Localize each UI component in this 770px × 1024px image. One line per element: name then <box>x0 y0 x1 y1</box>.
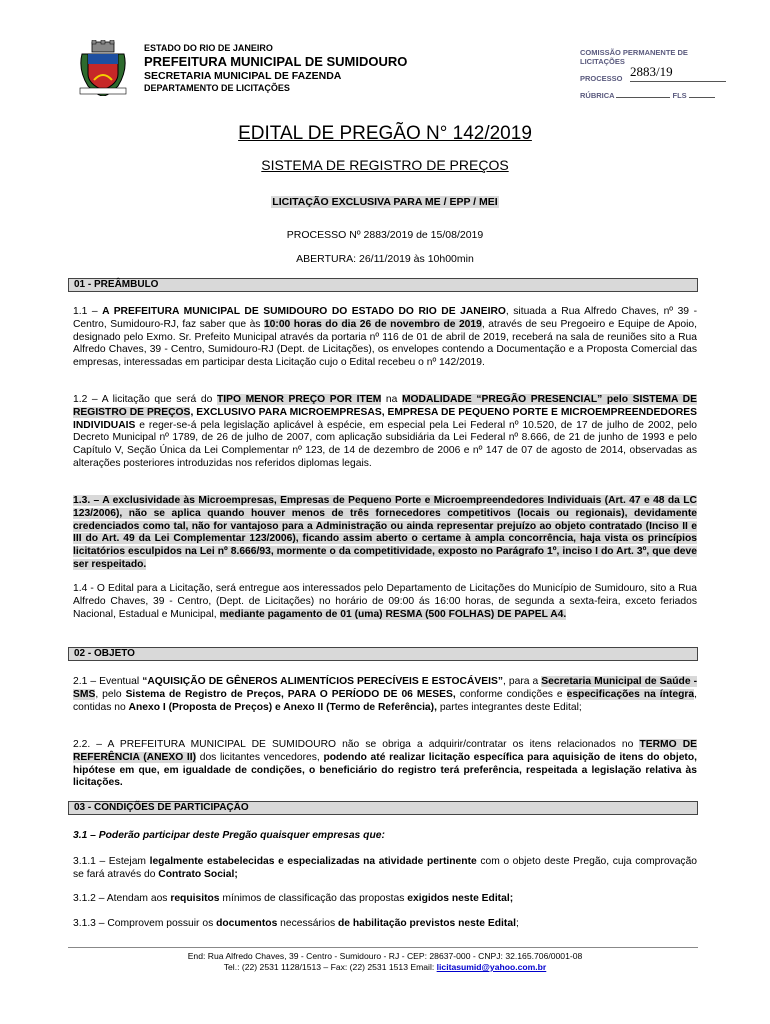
paragraph-1-3: 1.3. – A exclusividade às Microempresas, Empresas de Pequeno Porte e Microempreendedores Individuais (Art. 47 e 48 da LC 123/2006), não se aplica quando houver menos de três fornecedores competitivos (locais ou regionais), devidamente credenciados como tal, não for vantajoso para a Administração ou ainda representar prejuízo ao objeto contratado (Inciso II e III do Art. 49 da Lei Complementar 123/2006), ficando assim aberto o certame à ampla concorrência, haja vista os princípios licitatórios esculpidos na Lei nº 8.666/93, mormente o da competitividade, exposto no Parágrafo 1º, inciso I do Art. 3º, que deve ser respeitado. <box>73 495 697 570</box>
email-link[interactable]: licitasumid@yahoo.com.br <box>436 962 547 972</box>
paragraph-1-4: 1.4 - O Edital para a Licitação, será entregue aos interessados pelo Departamento de Licitações do Município de Sumidouro, sito a Rua Alfredo Chaves, 39 - Centro, (Dept. de Licitações) no horário de 09:00 ás 16:00 horas, de segunda a sexta-feira, exceto feriados Nacional, Estadual e Municipal, mediante pagamento de 01 (uma) RESMA (500 FOLHAS) DE PAPEL A4. <box>73 583 697 620</box>
paragraph-2-1: 2.1 – Eventual “AQUISIÇÃO DE GÊNEROS ALIMENTÍCIOS PERECÍVEIS E ESTOCÁVEIS”, para a Secretaria Municipal de Saúde - SMS, pelo Sistema de Registro de Preços, PARA O PERÍODO DE 06 MESES, conforme condições e especificações na íntegra, contidas no Anexo I (Proposta de Preços) e Anexo II (Termo de Referência), partes integrantes deste Edital; <box>73 676 698 713</box>
process-label: PROCESSO <box>580 74 623 83</box>
opening-info: ABERTURA: 26/11/2019 às 10h00min <box>296 253 474 265</box>
page-subtitle: SISTEMA DE REGISTRO DE PREÇOS <box>261 157 509 173</box>
paragraph-3-1-2: 3.1.2 – Atendam aos requisitos mínimos de classificação das propostas exigidos neste Edital; <box>73 893 514 904</box>
paragraph-1-1: 1.1 – A PREFEITURA MUNICIPAL DE SUMIDOURO DO ESTADO DO RIO DE JANEIRO, situada a Rua Alfredo Chaves, nº 39 - Centro, Sumidouro-RJ, faz saber que às 10:00 horas do dia 26 de novembro de 2019, através de seu Pregoeiro e Equipe de Apoio, designado pelo Exmo. Sr. Prefeito Municipal através da portaria nº 116 de 01 de abril de 2019, receberá na sala de reuniões sito a Rua Alfredo Chaves, 39 - Centro, Sumidouro-RJ (Dept. de Licitações), os envelopes contendo a Documentação e a Proposta Comercial das empresas, interessadas em participar desta Licitação cujo o Edital recebeu o nº 142/2019. <box>73 306 698 369</box>
paragraph-3-1-1: 3.1.1 – Estejam legalmente estabelecidas e especializadas na atividade pertinente com o objeto deste Pregão, cuja comprovação se fará através do Contrato Social; <box>73 856 698 880</box>
committee-name: COMISSÃO PERMANENTE DE LICITAÇÕES <box>580 48 688 66</box>
department-name: DEPARTAMENTO DE LICITAÇÕES <box>144 83 290 93</box>
page-title: EDITAL DE PREGÃO N° 142/2019 <box>238 123 532 144</box>
process-stamp <box>580 64 730 82</box>
rubric-label: RÚBRICA <box>580 91 615 100</box>
paragraph-1-2: 1.2 – A licitação que será do TIPO MENOR PREÇO POR ITEM na MODALIDADE “PREGÃO PRESENCIAL” pelo SISTEMA DE REGISTRO DE PREÇOS, EXCLUSIVO PARA MICROEMPRESAS, EMPRESA DE PEQUENO PORTE E MICROEMPREENDEDORES INDIVIDUAIS e reger-se-á pela legislação aplicável à espécie, em especial pela Lei Federal nº 10.520, de 17 de julho de 2002, pelo Decreto Municipal nº 1789, de 26 de julho de 2007, com aplicação subsidiária da Lei Federal nº 8.666, de 21 de junho de 1993 e pelo Capítulo V, Seção Única da Lei Complementar nº 123, de 14 de dezembro de 2006 e nº 147 de 07 de agosto de 2014, observadas as alterações posteriores introduzidas nos referidos diplomas legais. <box>73 394 698 469</box>
state-name: ESTADO DO RIO DE JANEIRO <box>144 43 273 53</box>
paragraph-2-2: 2.2. – A PREFEITURA MUNICIPAL DE SUMIDOURO não se obriga a adquirir/contratar os itens relacionados no TERMO DE REFERÊNCIA (ANEXO II) dos licitantes vencedores, podendo até realizar licitação específica para aquisição de itens do objeto, hipótese em que, em igualdade de condições, o beneficiário do registro terá preferência, respeitada a legislação relativa às licitações. <box>73 739 697 789</box>
prefecture-name: PREFEITURA MUNICIPAL DE SUMIDOURO <box>144 54 408 69</box>
process-info: PROCESSO Nº 2883/2019 de 15/08/2019 <box>286 229 484 241</box>
exclusive-notice: LICITAÇÃO EXCLUSIVA PARA ME / EPP / MEI <box>272 196 498 208</box>
footer-divider <box>68 947 698 948</box>
footer-address: End: Rua Alfredo Chaves, 39 - Centro - Sumidouro - RJ - CEP: 28637-000 - CNPJ: 32.165.706/0001-08 <box>187 951 583 961</box>
section-participation-header: 03 - CONDIÇÕES DE PARTICIPAÇÃO <box>68 801 698 815</box>
section-object-header: 02 - OBJETO <box>68 647 698 661</box>
fls-label: FLS <box>672 91 687 100</box>
paragraph-3-1: 3.1 – Poderão participar deste Pregão quaisquer empresas que: <box>73 830 385 841</box>
secretariat-name: SECRETARIA MUNICIPAL DE FAZENDA <box>144 70 342 82</box>
section-preamble-header: 01 - PREÂMBULO <box>68 278 698 292</box>
process-number: 2883/19 <box>630 64 673 79</box>
header-organization <box>144 43 474 94</box>
paragraph-3-1-3: 3.1.3 – Comprovem possuir os documentos necessários de habilitação previstos neste Edital; <box>73 918 519 929</box>
footer-contact: Tel.: (22) 2531 1128/1513 – Fax: (22) 2531 1513 Email: licitasumid@yahoo.com.br <box>223 962 547 972</box>
rubric-line <box>580 90 715 100</box>
municipal-seal-icon <box>74 40 132 96</box>
